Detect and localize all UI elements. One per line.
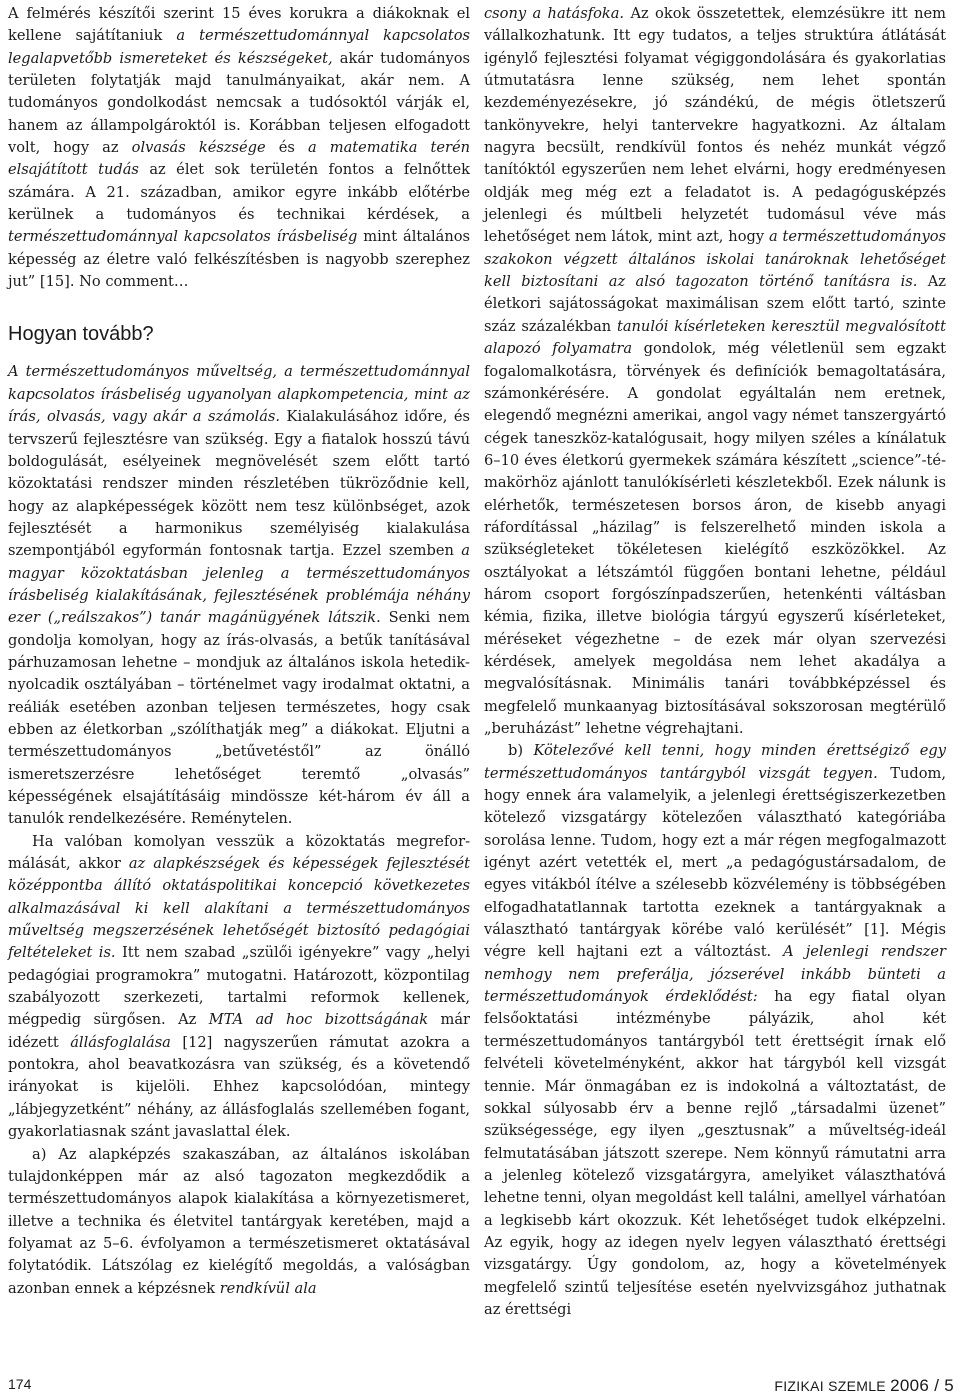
paragraph	[8, 3, 470, 293]
paragraph	[8, 831, 470, 1144]
emphasis: Kötelezővé kell tenni, hogy minden érettségiző egy természettudományos tantárgyból vizsgát tegyen.	[484, 742, 946, 782]
emphasis: állásfoglalása	[70, 1033, 171, 1051]
journal-info	[774, 1376, 954, 1396]
emphasis: olvasás készsége	[131, 139, 266, 157]
page-footer	[0, 1376, 960, 1396]
emphasis: a magyar közoktatásban jelenleg a természettudományos írásbeliség kialakításának, fejlesztésének problémája néhány ezer („reálszakos”) tanár magánügyének látszik.	[8, 542, 470, 627]
paragraph	[484, 3, 946, 740]
emphasis: rendkívül ala	[219, 1279, 317, 1297]
paragraph	[484, 740, 946, 1321]
page-number: 174	[8, 1376, 32, 1392]
text-run: Az életkori sajátosságokat maximálisan szem előtt tartó, szinte száz százalékban	[484, 273, 946, 335]
text-run: A felmérés készítői szerint 15 éves korukra a diákoknak el kellene sajátítaniuk	[8, 5, 470, 45]
section-heading: Hogyan tovább?	[8, 323, 154, 346]
emphasis: A jelenlegi rendszer nemhogy nem preferálja, józserével inkább bünteti a természettudományok érdeklődést:	[484, 943, 946, 1006]
text-run: Az okok összetettek, elemzésükre itt nem vállalkozhatunk. Itt egy tudatos, a teljes struktúra átlátását igénylő fejlesztési folyamat végiggondolására és gyakorlatias útmutatásra lenne szükség, nem lehet spontán kezdeményezésekre, jó szándékú, de mégis ötletszerű tankönyvekre, helyi tantervekre hagyatkozni. Az általam nagyra becsült, rendkívül fontos és nehéz munkát végző tanítóktól egyszerűen nem lehet elvárni, hogy eredményesen oldják meg még ezt a feladatot is. A pedagógusképzés jelenlegi és múltbeli helyzetét tudomásul véve más lehetőséget nem látok, mint azt, hogy	[484, 5, 946, 246]
text-run: gondolok, még véletlenül sem egzakt fogalomalkotásra, törvények és definíciók bemagoltatására, számonkérésére. A gondolat egyáltalán nem eretnek, elegendő megnézni amerikai, angol vagy német tanszergyártó cégek taneszköz-katalógusait, hogy milyen széles a kínálatuk 6–10 éves életkorú gyermekek számára készített „science”-témakörhöz ajánlott tanulókísérleti készletekből. Ezek nálunk is elérhetők, természetesen borsos áron, de kisebb anyagi ráfordítással „házilag” is felszerelhető minden iskola a szükségleteket tökéletesen kielégítő eszközökkel. Az osztályokat a létszámtól függően bontani lehetne, például három csoport forgószínpadszerűen, hetenkénti váltásban kémia, fizika, illetve biológia tárgyú egyszerű kísérleteket, méréseket végezhetne – de ezek már olyan szervezési kérdések, amelyek megoldása nem lehet akadálya a megvalósításnak. Minimális tanári továbbképzéssel és megfelelő munkaanyag biztosításával sokszorosan megtérülő „beruházást” lehetne végrehajtani.	[484, 340, 946, 737]
text-run: mint általános képesség az életre való felkészítésben is nagyobb szerephez jut” [15]. No comment…	[8, 228, 470, 291]
text-run: [12] nagyszerűen rámutat azokra a pontokra, ahol beavatkozásra van szükség, és a követendő irányokat is kijelöli. Ehhez kapcsolódóan, mintegy „lábjegyzetként” néhány, az állásfoglalás szellemében fogant, gyakorlatiasnak szánt javaslattal élek.	[8, 1033, 470, 1141]
emphasis: A természettudományos műveltség, a természettudománnyal kapcsolatos írásbeliség ugyanolyan alapkompetencia, mint az írás, olvasás, vagy akár a számolás.	[8, 363, 470, 426]
issue-number: 2006 / 5	[890, 1376, 954, 1395]
emphasis: a természettudományos szakokon végzett általános iskolai tanároknak lehetőséget kell biztosítani az alsó tagozaton történő tanításra is.	[484, 228, 946, 291]
text-run: Itt nem szabad „szülői igényekre” vagy „helyi pedagógiai programokra” mutogatni. Határozott, központilag szabályozott szerkezeti, tartalmi reformok kellenek, mégpedig sürgősen. Az	[8, 944, 470, 1029]
text-run: b)	[508, 742, 534, 760]
text-run: Tudom, hogy ennek ára valamelyik, a jelenlegi érettségiszerkezetben kötelező vizsgatárgy kötelezően választható kategóriába sorolása lenne. Tudom, hogy ezt a már régen megfogalmazott igényt azért vetették el, mert „a pedagógustársadalom, de egyes vitákból ítélve a szélesebb közvélemény is többségében elfogadhatatlannak tartotta ezeknek a tantárgyaknak a választható tantárgyak körébe való kerülését” [1]. Mégis végre kell hajtani ezt a változtást.	[484, 764, 946, 961]
emphasis: természettudománnyal kapcsolatos írásbeliség	[8, 228, 358, 246]
text-run: Kialakulásához időre, és tervszerű fejlesztésre van szükség. Egy a fiatalok hosszú távú boldogulását, esélyeinek megnövelését szem előtt tartó közoktatási rendszer minden részletében tükröződnie kell, hogy az alapképességek között nem tesz különbséget, azok fejlesztését a harmonikus személyiség kialakulása szempontjából egyformán fontosnak tartja. Ezzel szemben	[8, 408, 470, 560]
text-run: Ha valóban komolyan vesszük a közoktatás megreformálását, akkor	[8, 832, 470, 873]
text-run: már idézett	[8, 1011, 471, 1051]
emphasis: tanulói kísérleteken keresztül megvalósított alapozó folyamatra	[484, 317, 947, 358]
emphasis: a természettudománnyal kapcsolatos legalapvetőbb ismereteket és készségeket,	[8, 27, 470, 67]
text-run: ha egy fiatal olyan felsőoktatási intézménybe pályázik, ahol két természettudományos tantárgyból tett érettségit írnak elő felvételi követelményként, akkor hat tárgyból kell vizsgát tennie. Már önmagában ez is indokolná a változtatást, de sokkal súlyosabb érv a benne rejlő „társadalmi üzenet” szükségessége, egy ilyen „gesztusnak” a műveltség-ideál felmutatásában játszott szerepe. Nem könnyű rámutatni arra a jelenleg kötelező vizsgatárgyra, amelyiket választhatóvá lehetne tenni, olyan megoldást kell találni, amellyel várhatóan a legkisebb kárt okozzuk. Két lehetőséget tudok elképzelni. Az egyik, hogy az idegen nyelv legyen választható érettségi vizsgatárgy. Úgy gondolom, az, hogy a követelmények megfelelő szintű teljesítése esetén nyelvvizsgához juthatnak az érettségi	[484, 988, 946, 1318]
emphasis: MTA ad hoc bizottságának	[208, 1011, 429, 1029]
text-run: a) Az alapképzés szakaszában, az általános iskolában tulajdonképpen már az alsó tagozaton megkezdődik a természettudományos alapok kialakítása a környezetismeret, illetve a technika és életvitel tantárgyak keretében, majd a folyamat az 5–6. évfolyamon a természetismeret oktatásával folytatódik. Látszólag ez kielégítő megoldás, a valóságban azonban ennek a képzésnek	[8, 1145, 470, 1297]
text-run: akár tudományos területen folytatják majd tanulmányaikat, akár nem. A tudományos gondolkodást nemcsak a tudósoktól várják el, hanem az állampolgároktól is. Korábban teljesen elfogadott volt, hogy az	[8, 49, 470, 157]
journal-name: FIZIKAI SZEMLE	[774, 1378, 886, 1394]
paragraph	[8, 361, 470, 830]
emphasis: csony a hatásfoka.	[484, 5, 625, 22]
right-column	[484, 3, 946, 1321]
emphasis: a matematika terén elsajátított tudás	[8, 139, 471, 179]
emphasis: az alapkészségek és képességek fejlesztését középpontba állító oktatáspolitikai koncepció következetes alkalmazásával ki kell alakítani a természettudományos műveltség megszerzésének lehetőségét biztosító pedagógiai feltételeket is.	[8, 855, 470, 962]
text-run: Senki nem gondolja komolyan, hogy az írás-olvasás, a betűk tanításával párhuzamosan lehetne – mondjuk az általános iskola hetedik-nyolcadik osztályában – történelmet vagy irodalmat oktatni, a reáliák esetében azonban teljesen természetes, hogy csak ebben az életkorban „szólíthatják meg” a diákokat. Eljutni a természettudományos „betűvetéstől” az önálló ismeretszerzésre lehetőséget teremtő „olvasás” képességének elsajátításáig mindössze két-három év áll a tanulók rendelkezésére. Reménytelen.	[8, 609, 470, 828]
left-column	[8, 3, 470, 1300]
text-run: és	[265, 139, 308, 157]
text-run: az élet sok területén fontos a felnőttek számára. A 21. században, amikor egyre inkább előtérbe kerülnek a tudományos és technikai kérdések, a	[8, 161, 470, 224]
paragraph	[8, 1144, 470, 1300]
